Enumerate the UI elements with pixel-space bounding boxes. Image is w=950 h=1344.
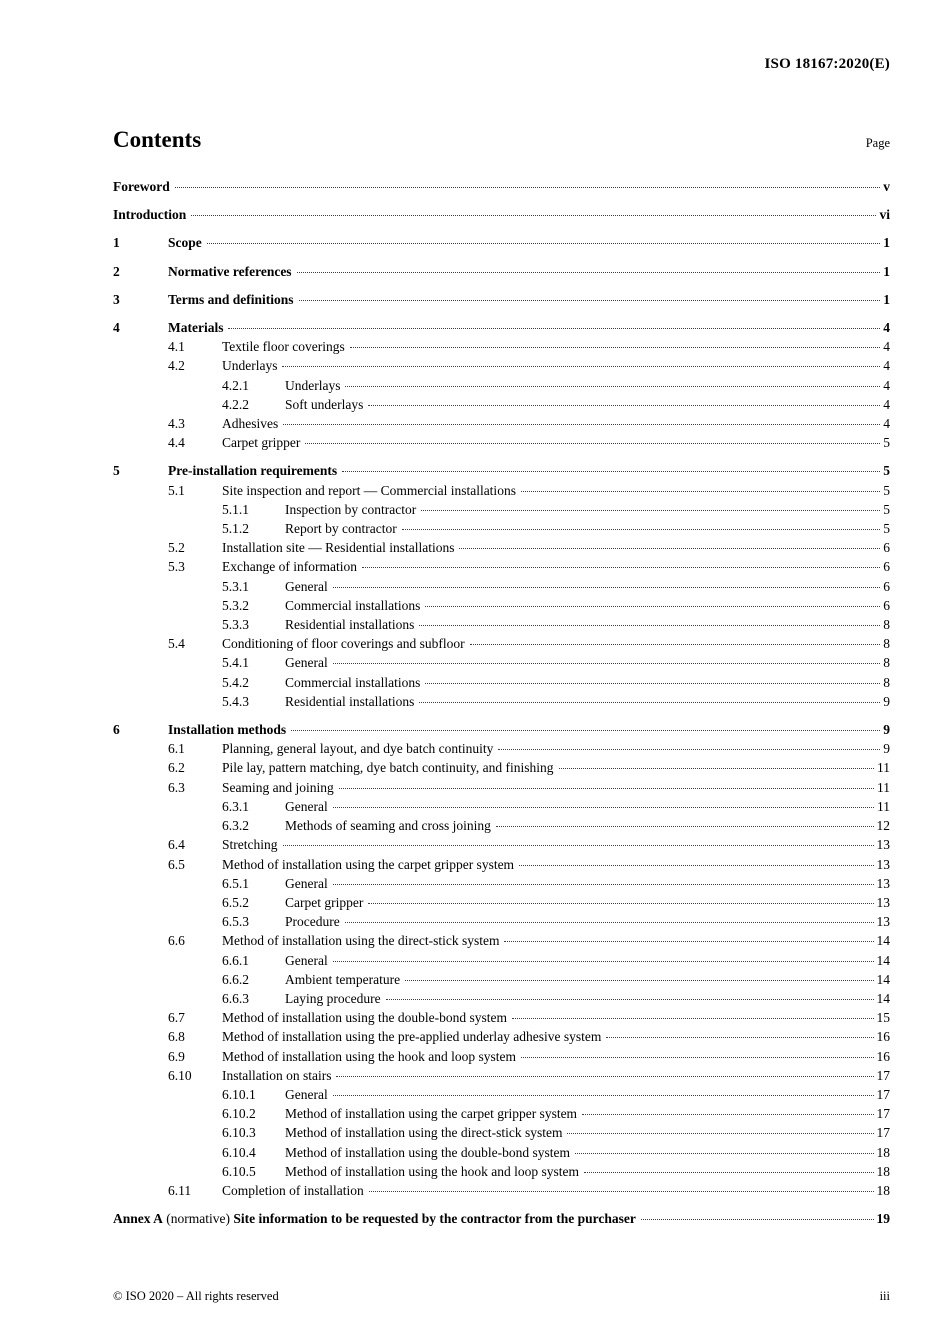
- dotted-leader: [521, 1057, 874, 1058]
- dotted-leader: [575, 1153, 874, 1154]
- toc-entry-number: 5.3.2: [222, 597, 249, 613]
- toc-entry-label: Methods of seaming and cross joining: [285, 818, 491, 834]
- toc-entry-page: 18: [876, 1144, 890, 1160]
- toc-entry-page: 4: [883, 339, 890, 355]
- dotted-leader: [405, 980, 873, 981]
- dotted-leader: [299, 300, 881, 301]
- toc-entry-page: 5: [883, 435, 890, 451]
- toc-entry-label: Method of installation using the carpet gripper system: [285, 1106, 578, 1122]
- toc-entry: [113, 912, 890, 931]
- dotted-leader: [368, 903, 873, 904]
- dotted-leader: [362, 567, 880, 568]
- dotted-leader: [333, 884, 874, 885]
- toc-entry-label: Textile floor coverings: [222, 339, 345, 355]
- toc-entry: [113, 855, 890, 874]
- toc-entry-page: 5: [883, 482, 890, 498]
- toc-entry-page: 14: [876, 933, 890, 949]
- toc-entry-number: 6: [113, 722, 120, 738]
- toc-entry: [113, 1066, 890, 1085]
- dotted-leader: [333, 807, 874, 808]
- toc-entry: [113, 205, 890, 224]
- dotted-leader: [419, 625, 880, 626]
- toc-entry-label: Ambient temperature: [285, 971, 401, 987]
- toc-entry-number: 6.10.2: [222, 1106, 256, 1122]
- document-header: [113, 56, 890, 73]
- dotted-leader: [498, 749, 880, 750]
- toc-entry-page: 17: [876, 1067, 890, 1083]
- toc-entry: [113, 874, 890, 893]
- toc-entry-label: Terms and definitions: [168, 291, 294, 307]
- toc-entry: [113, 835, 890, 854]
- dotted-leader: [641, 1219, 874, 1220]
- toc-entry-page: 11: [877, 760, 890, 776]
- toc-entry-number: 6.9: [168, 1048, 185, 1064]
- toc-entry: [113, 989, 890, 1008]
- toc-entry-number: 5.4.1: [222, 655, 249, 671]
- toc-entry-page: 6: [883, 540, 890, 556]
- toc-entry: [113, 615, 890, 634]
- toc-entry-number: 5.1.2: [222, 521, 249, 537]
- toc-entry-page: 8: [883, 617, 890, 633]
- toc-entry: [113, 318, 890, 337]
- toc-entry: [113, 739, 890, 758]
- toc-entry-number: 4.2.1: [222, 377, 249, 393]
- toc-entry-label: Commercial installations: [285, 597, 421, 613]
- toc-entry-label: Seaming and joining: [222, 779, 334, 795]
- toc-entry-number: 6.5: [168, 856, 185, 872]
- toc-entry-label: Installation on stairs: [222, 1067, 332, 1083]
- toc-entry-number: 6.4: [168, 837, 185, 853]
- toc-entry-number: 6.5.3: [222, 914, 249, 930]
- toc-entry-label: Adhesives: [222, 416, 279, 432]
- toc-entry-page: 13: [876, 837, 890, 853]
- toc-entry-number: 6.11: [168, 1182, 192, 1198]
- dotted-leader: [291, 730, 880, 731]
- dotted-leader: [425, 683, 880, 684]
- toc-entry-label: Materials: [168, 320, 224, 336]
- toc-entry-number: 2: [113, 263, 120, 279]
- toc-entry-label: Procedure: [285, 914, 340, 930]
- toc-entry: [113, 692, 890, 711]
- toc-entry-page: 9: [883, 722, 890, 738]
- toc-entry: [113, 1085, 890, 1104]
- dotted-leader: [386, 999, 874, 1000]
- toc-entry-page: 16: [876, 1048, 890, 1064]
- toc-entry-number: 5.3: [168, 559, 185, 575]
- toc-entry-number: 6.6: [168, 933, 185, 949]
- toc-entry: [113, 1143, 890, 1162]
- toc-entry-number: 4.2: [168, 358, 185, 374]
- toc-entry-page: 4: [883, 377, 890, 393]
- toc-entry: [113, 337, 890, 356]
- dotted-leader: [333, 663, 881, 664]
- toc-entry-label: Soft underlays: [285, 396, 364, 412]
- toc-entry-label: Pre-installation requirements: [168, 463, 338, 479]
- dotted-leader: [345, 386, 880, 387]
- toc-entry: [113, 414, 890, 433]
- toc-entry-number: 6.3.1: [222, 798, 249, 814]
- toc-entry-page: 18: [876, 1182, 890, 1198]
- toc-entry-number: 5.1: [168, 482, 185, 498]
- toc-entry: [113, 1181, 890, 1200]
- dotted-leader: [305, 443, 880, 444]
- dotted-leader: [459, 548, 880, 549]
- toc-entry-label: Carpet gripper: [222, 435, 301, 451]
- toc-entry-page: 4: [883, 358, 890, 374]
- contents-heading-row: [113, 127, 890, 153]
- toc-entry-label: Underlays: [222, 358, 278, 374]
- dotted-leader: [369, 1191, 874, 1192]
- toc-entry-number: 6.5.1: [222, 875, 249, 891]
- toc-entry-page: 5: [883, 463, 890, 479]
- dotted-leader: [333, 961, 874, 962]
- toc-entry-label: General: [285, 952, 328, 968]
- toc-entry: [113, 970, 890, 989]
- toc-entry-number: 5.1.1: [222, 501, 249, 517]
- toc-entry: [113, 500, 890, 519]
- toc-entry: [113, 557, 890, 576]
- toc-entry-label: Residential installations: [285, 617, 415, 633]
- toc-entry-page: 17: [876, 1125, 890, 1141]
- toc-entry-label: Carpet gripper: [285, 894, 364, 910]
- dotted-leader: [175, 187, 881, 188]
- toc-entry-number: 6.3: [168, 779, 185, 795]
- toc-entry-number: 5.4.2: [222, 674, 249, 690]
- toc-entry-page: 13: [876, 875, 890, 891]
- toc-entry-number: 6.8: [168, 1029, 185, 1045]
- dotted-leader: [282, 366, 880, 367]
- toc-entry: [113, 816, 890, 835]
- toc-entry: [113, 720, 890, 739]
- toc-entry: [113, 797, 890, 816]
- toc-entry-page: 13: [876, 856, 890, 872]
- toc-entry-label: Foreword: [113, 179, 170, 194]
- toc-entry: [113, 1162, 890, 1181]
- page-column-label: Page: [865, 136, 890, 150]
- toc-entry-page: 14: [876, 952, 890, 968]
- toc-entry-number: 3: [113, 291, 120, 307]
- toc-entry-page: 8: [883, 674, 890, 690]
- toc-entry-label: Completion of installation: [222, 1182, 364, 1198]
- toc-entry: [113, 1209, 890, 1228]
- toc-entry-label: [113, 1209, 636, 1228]
- toc-entry-page: v: [883, 179, 890, 194]
- dotted-leader: [470, 644, 881, 645]
- toc-entry-number: 5.2: [168, 540, 185, 556]
- toc-entry-number: 6.10: [168, 1067, 192, 1083]
- toc-entry-label: Commercial installations: [285, 674, 421, 690]
- toc-entry-number: 4: [113, 320, 120, 336]
- toc-entry-label: General: [285, 1086, 328, 1102]
- toc-entry-label-segment: Annex A: [113, 1211, 163, 1227]
- dotted-leader: [512, 1018, 874, 1019]
- toc-entry-page: 6: [883, 597, 890, 613]
- toc-entry-label: General: [285, 875, 328, 891]
- toc-entry-page: 17: [876, 1106, 890, 1122]
- toc-entry-page: 5: [883, 521, 890, 537]
- toc-entry: [113, 778, 890, 797]
- dotted-leader: [297, 272, 881, 273]
- toc-entry-number: 6.3.2: [222, 818, 249, 834]
- toc-entry-page: 1: [883, 263, 890, 279]
- toc-entry-page: 11: [877, 798, 890, 814]
- dotted-leader: [559, 768, 874, 769]
- toc-entry-page: 1: [883, 291, 890, 307]
- toc-entry-number: 4.2.2: [222, 396, 249, 412]
- toc-entry-number: 6.10.1: [222, 1086, 256, 1102]
- toc-entry-number: 6.6.3: [222, 990, 249, 1006]
- toc-entry-page: 8: [883, 655, 890, 671]
- toc-entry: [113, 262, 890, 281]
- toc-entry: [113, 596, 890, 615]
- toc-entry: [113, 1027, 890, 1046]
- dotted-leader: [228, 328, 880, 329]
- toc-entry-page: 12: [876, 818, 890, 834]
- toc-entry-number: 5.4.3: [222, 693, 249, 709]
- toc-entry: [113, 395, 890, 414]
- toc-entry: [113, 673, 890, 692]
- document-footer: [113, 1289, 890, 1304]
- contents-title: Contents: [113, 127, 202, 152]
- dotted-leader: [333, 587, 881, 588]
- toc-entry: [113, 634, 890, 653]
- toc-entry-label: General: [285, 655, 328, 671]
- toc-entry: [113, 1123, 890, 1142]
- toc-entry-page: 1: [883, 235, 890, 251]
- dotted-leader: [191, 215, 876, 216]
- toc-entry: [113, 931, 890, 950]
- toc-entry-label: Installation methods: [168, 722, 287, 738]
- toc-entry-page: 9: [883, 741, 890, 757]
- dotted-leader: [350, 347, 880, 348]
- toc-entry-number: 6.7: [168, 1010, 185, 1026]
- toc-entry-label: Method of installation using the double-bond system: [285, 1144, 570, 1160]
- dotted-leader: [283, 845, 874, 846]
- toc-entry-label: Introduction: [113, 207, 187, 223]
- toc-entry-label: Pile lay, pattern matching, dye batch continuity, and finishing: [222, 760, 554, 776]
- toc-entry: [113, 1008, 890, 1027]
- toc-entry-label-segment: Site information to be requested by the contractor from the purchaser: [233, 1211, 636, 1227]
- toc-entry-number: 6.1: [168, 741, 185, 757]
- dotted-leader: [283, 424, 880, 425]
- toc-entry-page: 18: [876, 1163, 890, 1179]
- toc-entry-number: 6.6.2: [222, 971, 249, 987]
- dotted-leader: [521, 491, 880, 492]
- dotted-leader: [584, 1172, 874, 1173]
- toc-entry-label: Planning, general layout, and dye batch continuity: [222, 741, 494, 757]
- toc-entry-label: Conditioning of floor coverings and subfloor: [222, 636, 465, 652]
- toc-entry: [113, 376, 890, 395]
- toc-entry: [113, 233, 890, 252]
- toc-entry-label: Exchange of information: [222, 559, 357, 575]
- toc-entry: [113, 1104, 890, 1123]
- toc-entry: [113, 951, 890, 970]
- toc-entry-label: Scope: [168, 235, 202, 251]
- toc-entry: [113, 481, 890, 500]
- toc-entry-number: 6.10.5: [222, 1163, 256, 1179]
- toc-entry-number: 4.3: [168, 416, 185, 432]
- toc-entry: [113, 577, 890, 596]
- toc-entry-number: 5.3.3: [222, 617, 249, 633]
- toc-entry: [113, 177, 890, 196]
- toc-entry-page: 4: [883, 416, 890, 432]
- toc-entry-number: 6.6.1: [222, 952, 249, 968]
- toc-entry-page: 16: [876, 1029, 890, 1045]
- toc-entry-label: Method of installation using the direct-stick system: [222, 933, 500, 949]
- toc-entry-number: 5: [113, 463, 120, 479]
- toc-entry-label: Laying procedure: [285, 990, 381, 1006]
- toc-entry: [113, 653, 890, 672]
- toc-entry-number: 4.1: [168, 339, 185, 355]
- dotted-leader: [567, 1133, 873, 1134]
- toc-entry-page: 17: [876, 1086, 890, 1102]
- toc-entry-label: Method of installation using the direct-stick system: [285, 1125, 563, 1141]
- dotted-leader: [368, 405, 880, 406]
- toc-entry: [113, 758, 890, 777]
- toc-entry-page: 5: [883, 501, 890, 517]
- toc-entry-label: Method of installation using the pre-applied underlay adhesive system: [222, 1029, 602, 1045]
- toc-entry-number: 6.10.3: [222, 1125, 256, 1141]
- toc-entry-number: 6.10.4: [222, 1144, 256, 1160]
- toc-entry-label: Site inspection and report — Commercial installations: [222, 482, 516, 498]
- dotted-leader: [582, 1114, 873, 1115]
- toc-entry-label: Stretching: [222, 837, 278, 853]
- dotted-leader: [333, 1095, 874, 1096]
- dotted-leader: [207, 243, 881, 244]
- toc-entry-label: Report by contractor: [285, 521, 397, 537]
- toc-entry-label: General: [285, 798, 328, 814]
- toc-entry-label: Residential installations: [285, 693, 415, 709]
- toc-entry-page: 8: [883, 636, 890, 652]
- toc-entry-label: Method of installation using the carpet gripper system: [222, 856, 515, 872]
- toc-entry-page: 14: [876, 990, 890, 1006]
- toc-entry: [113, 356, 890, 375]
- toc-entry-label: Method of installation using the double-bond system: [222, 1010, 507, 1026]
- toc-entry-number: 4.4: [168, 435, 185, 451]
- dotted-leader: [339, 788, 874, 789]
- dotted-leader: [425, 606, 880, 607]
- toc-entry-page: 11: [877, 779, 890, 795]
- dotted-leader: [342, 471, 880, 472]
- dotted-leader: [402, 529, 881, 530]
- dotted-leader: [419, 702, 880, 703]
- toc-entry-label: Inspection by contractor: [285, 501, 417, 517]
- toc-entry-number: 5.4: [168, 636, 185, 652]
- toc-entry-number: 6.5.2: [222, 894, 249, 910]
- dotted-leader: [606, 1037, 873, 1038]
- dotted-leader: [504, 941, 873, 942]
- dotted-leader: [345, 922, 874, 923]
- toc-entry-number: 5.3.1: [222, 578, 249, 594]
- toc-entry-label: Normative references: [168, 263, 292, 279]
- toc-entry-page: 15: [876, 1010, 890, 1026]
- toc-entry-page: 9: [883, 693, 890, 709]
- toc-entry-page: 19: [876, 1211, 890, 1227]
- toc-entry-page: 4: [883, 396, 890, 412]
- toc-entry: [113, 290, 890, 309]
- toc-entry-page: 6: [883, 578, 890, 594]
- dotted-leader: [496, 826, 874, 827]
- toc-entry: [113, 519, 890, 538]
- dotted-leader: [421, 510, 880, 511]
- toc-entry-label: Method of installation using the hook and loop system: [285, 1163, 579, 1179]
- toc-entry-page: 6: [883, 559, 890, 575]
- toc-entry-label: Installation site — Residential installations: [222, 540, 455, 556]
- toc-entry-page: 13: [876, 914, 890, 930]
- toc-entry: [113, 461, 890, 480]
- page-number: iii: [879, 1289, 890, 1303]
- table-of-contents: [113, 177, 890, 1228]
- toc-entry-page: 14: [876, 971, 890, 987]
- copyright-notice: © ISO 2020 – All rights reserved: [113, 1289, 279, 1303]
- toc-entry-label: General: [285, 578, 328, 594]
- toc-entry: [113, 1047, 890, 1066]
- toc-entry-page: 4: [883, 320, 890, 336]
- toc-entry: [113, 433, 890, 452]
- toc-entry-page: vi: [879, 207, 890, 223]
- toc-entry-number: 6.2: [168, 760, 185, 776]
- toc-entry-page: 13: [876, 894, 890, 910]
- toc-entry-number: 1: [113, 235, 120, 251]
- toc-entry-label: Method of installation using the hook and loop system: [222, 1048, 516, 1064]
- toc-entry-label: Underlays: [285, 377, 341, 393]
- document-id: ISO 18167:2020(E): [764, 56, 890, 72]
- toc-entry: [113, 893, 890, 912]
- dotted-leader: [519, 865, 873, 866]
- toc-entry: [113, 538, 890, 557]
- toc-entry-label-segment: (normative): [162, 1211, 234, 1227]
- dotted-leader: [336, 1076, 873, 1077]
